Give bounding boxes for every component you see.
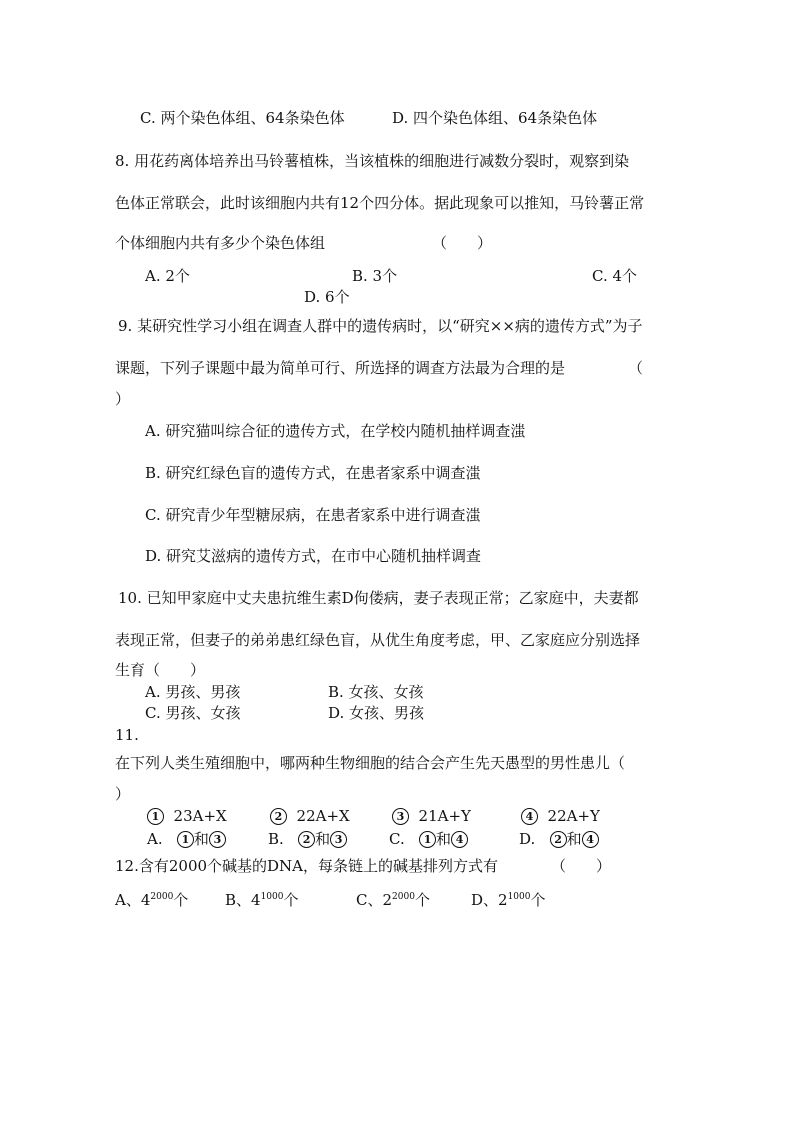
option-unit: 个 [414, 891, 430, 909]
q9-stem-line-2: 课题，下列子课题中最为简单可行、所选择的调查方法最为合理的是 [115, 359, 566, 377]
q11-item-text: 23A+X [173, 807, 227, 825]
q12-option-b [225, 890, 299, 913]
q9-option-c: C. 研究青少年型糖尿病，在患者家系中进行调查滍 [145, 506, 481, 524]
option-unit: 个 [530, 891, 546, 909]
q11-stem-line-1: 在下列人类生殖细胞中，哪两种生物细胞的结合会产生先天愚型的男性患儿（ [115, 754, 626, 772]
q8-stem-line-2: 色体正常联会，此时该细胞内共有12个四分体。据此现象可以推知，马铃薯正常 [115, 194, 645, 212]
q11-option-a [147, 829, 226, 849]
q10-option-d: D. 女孩、男孩 [328, 704, 425, 722]
q8-option-c: C. 4个 [592, 267, 638, 285]
circled-number-icon: 1 [147, 808, 164, 825]
q8-option-b: B. 3个 [352, 267, 398, 285]
q8-stem-line-1: 8. 用花药离体培养出马铃薯植株，当该植株的细胞进行减数分裂时，观察到染 [115, 152, 630, 170]
q11-item-text: 22A+X [296, 807, 350, 825]
option-and: 和 [566, 830, 582, 848]
option-label: A. [147, 830, 163, 848]
option-exponent: 1000 [507, 892, 531, 902]
q11-paren-close: ） [115, 785, 131, 803]
circled-number-icon: 2 [270, 808, 287, 825]
circled-number-icon: 3 [392, 808, 409, 825]
option-label: C. [389, 830, 405, 848]
q10-option-c: C. 男孩、女孩 [145, 704, 241, 722]
circled-number-icon: 4 [451, 831, 468, 848]
q10-stem-line-2: 表现正常，但妻子的弟弟患红绿色盲，从优生角度考虑，甲、乙家庭应分别选择 [115, 631, 641, 649]
q11-item-text: 22A+Y [547, 807, 600, 825]
q11-item-4 [521, 806, 600, 826]
option-unit: 个 [283, 891, 299, 909]
option-base: B、4 [225, 891, 261, 909]
option-exponent: 1000 [260, 892, 284, 902]
circled-number-icon: 4 [582, 831, 599, 848]
circled-number-icon: 2 [550, 831, 567, 848]
q7-option-d: D. 四个染色体组、64条染色体 [392, 109, 598, 127]
q12-stem: 12.含有2000个碱基的DNA，每条链上的碱基排列方式有 [115, 857, 499, 875]
option-unit: 个 [173, 891, 189, 909]
option-base: C、2 [356, 891, 393, 909]
circled-number-icon: 2 [298, 831, 315, 848]
q11-item-2 [270, 806, 350, 826]
option-exponent: 2000 [150, 892, 174, 902]
circled-number-icon: 1 [419, 831, 436, 848]
option-exponent: 2000 [392, 892, 415, 902]
q8-answer-paren: （ ） [432, 234, 493, 252]
circled-number-icon: 4 [521, 808, 538, 825]
q7-option-c: C. 两个染色体组、64条染色体 [140, 109, 345, 127]
q10-stem-line-3: 生育（ ） [115, 661, 206, 679]
q11-item-text: 21A+Y [418, 807, 471, 825]
q10-stem-line-1: 10. 已知甲家庭中丈夫患抗维生素D佝偻病，妻子表现正常；乙家庭中，夫妻都 [118, 589, 639, 607]
q12-answer-paren: （ ） [551, 857, 612, 875]
q11-option-d [519, 829, 599, 849]
q12-option-a [115, 890, 188, 913]
circled-number-icon: 3 [209, 831, 226, 848]
q9-option-b: B. 研究红绿色盲的遗传方式，在患者家系中调查滍 [145, 464, 481, 482]
q12-option-c [356, 890, 430, 913]
q9-option-d: D. 研究艾滋病的遗传方式，在市中心随机抽样调查 [145, 547, 482, 565]
q8-option-a: A. 2个 [145, 267, 190, 285]
q8-option-d: D. 6个 [304, 288, 350, 306]
option-and: 和 [193, 830, 209, 848]
circled-number-icon: 3 [330, 831, 347, 848]
q9-stem-line-1: 9. 某研究性学习小组在调查人群中的遗传病时，以“研究××病的遗传方式”为子 [118, 317, 643, 335]
q11-option-c [389, 829, 468, 849]
option-and: 和 [436, 830, 452, 848]
q11-item-3 [392, 806, 471, 826]
q11-item-1 [147, 806, 227, 826]
q10-option-a: A. 男孩、男孩 [145, 683, 241, 701]
q9-paren-close: ） [115, 390, 131, 408]
option-label: D. [519, 830, 536, 848]
q10-option-b: B. 女孩、女孩 [328, 683, 424, 701]
q9-option-a: A. 研究猫叫综合征的遗传方式，在学校内随机抽样调查滍 [145, 422, 526, 440]
circled-number-icon: 1 [177, 831, 194, 848]
option-and: 和 [315, 830, 331, 848]
q8-stem-line-3: 个体细胞内共有多少个染色体组 [115, 234, 326, 252]
q11-number: 11. [115, 726, 139, 744]
option-base: D、2 [471, 891, 508, 909]
option-label: B. [268, 830, 284, 848]
option-base: A、4 [115, 891, 151, 909]
q12-option-d [471, 890, 546, 913]
q9-paren-open: （ [628, 359, 644, 377]
q11-option-b [268, 829, 347, 849]
